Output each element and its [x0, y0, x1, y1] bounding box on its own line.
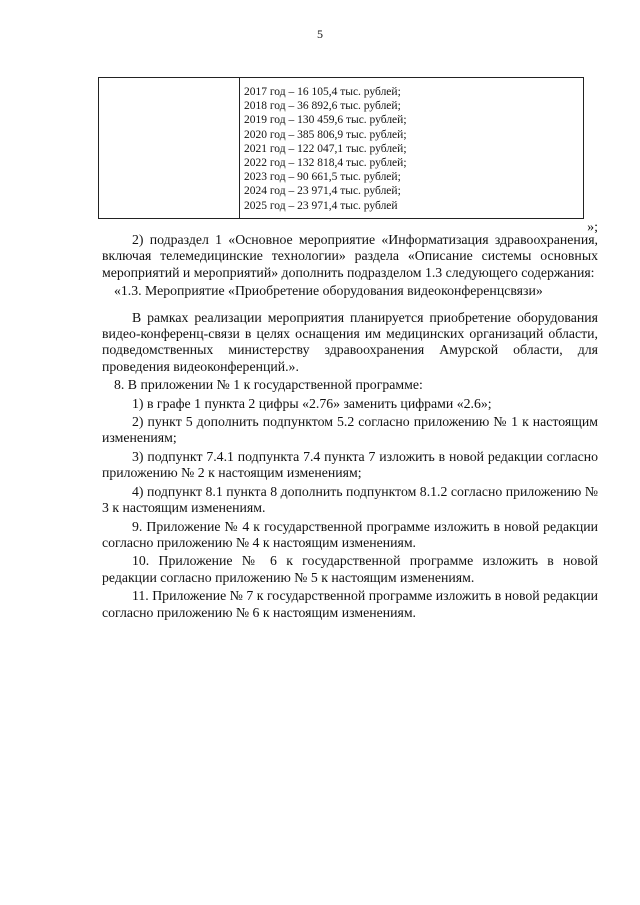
- funding-line: 2019 год – 130 459,6 тыс. рублей;: [244, 114, 407, 127]
- paragraph-gap: [102, 302, 598, 310]
- paragraph-heading-1-3: «1.3. Мероприятие «Приобретение оборудования видеоконференцсвязи»: [114, 283, 543, 299]
- paragraph-item-8: 8. В приложении № 1 к государственной программе:: [114, 377, 423, 393]
- funding-line: 2021 год – 122 047,1 тыс. рублей;: [244, 142, 407, 155]
- paragraph-description: В рамках реализации мероприятия планируется приобретение оборудования видео-конференц-связи в целях оснащения им медицинских организаций области, подведомственных министерству здравоохранения Амурской области, для проведения видеоконференций.».: [102, 309, 598, 374]
- funding-line: 2017 год – 16 105,4 тыс. рублей;: [244, 86, 401, 98]
- paragraph-subsection: 2) подраздел 1 «Основное мероприятие «Информатизация здравоохранения, включая телемедицинские технологии» раздела «Описание системы основных мероприятий и мероприятий» дополнить подразделом 1.3 следующего содержания:: [102, 232, 598, 280]
- funding-line: 2024 год – 23 971,4 тыс. рублей;: [244, 185, 401, 198]
- funding-line: 2023 год – 90 661,5 тыс. рублей;: [244, 171, 401, 184]
- funding-table: [98, 77, 584, 219]
- closing-quote: »;: [587, 220, 598, 235]
- paragraph-item-8-3: 3) подпункт 7.4.1 подпункта 7.4 пункта 7 изложить в новой редакции согласно приложению № 2 к настоящим изменениям;: [102, 448, 598, 481]
- funding-line: 2025 год – 23 971,4 тыс. рублей: [244, 199, 398, 212]
- document-body: [102, 232, 598, 623]
- funding-line: 2018 год – 36 892,6 тыс. рублей;: [244, 100, 401, 113]
- paragraph-item-8-2: 2) пункт 5 дополнить подпунктом 5.2 согласно приложению № 1 к настоящим изменениям;: [102, 414, 598, 446]
- paragraph-item-8-1: 1) в графе 1 пункта 2 цифры «2.76» заменить цифрами «2.6»;: [132, 395, 492, 411]
- page-number: 5: [317, 27, 323, 41]
- paragraph-item-9: 9. Приложение № 4 к государственной программе изложить в новой редакции согласно приложению № 4 к настоящим изменениям.: [102, 518, 598, 550]
- funding-cell: [240, 78, 583, 218]
- table-empty-cell: [99, 78, 240, 218]
- paragraph-item-10: 10. Приложение № 6 к государственной программе изложить в новой редакции согласно приложению № 5 к настоящим изменениям.: [102, 553, 598, 585]
- paragraph-item-11: 11. Приложение № 7 к государственной программе изложить в новой редакции согласно приложению № 6 к настоящим изменениям.: [102, 588, 598, 620]
- funding-line: 2020 год – 385 806,9 тыс. рублей;: [244, 128, 407, 141]
- paragraph-item-8-4: 4) подпункт 8.1 пункта 8 дополнить подпунктом 8.1.2 согласно приложению № 3 к настоящим изменениям.: [102, 483, 598, 516]
- funding-line: 2022 год – 132 818,4 тыс. рублей;: [244, 157, 407, 170]
